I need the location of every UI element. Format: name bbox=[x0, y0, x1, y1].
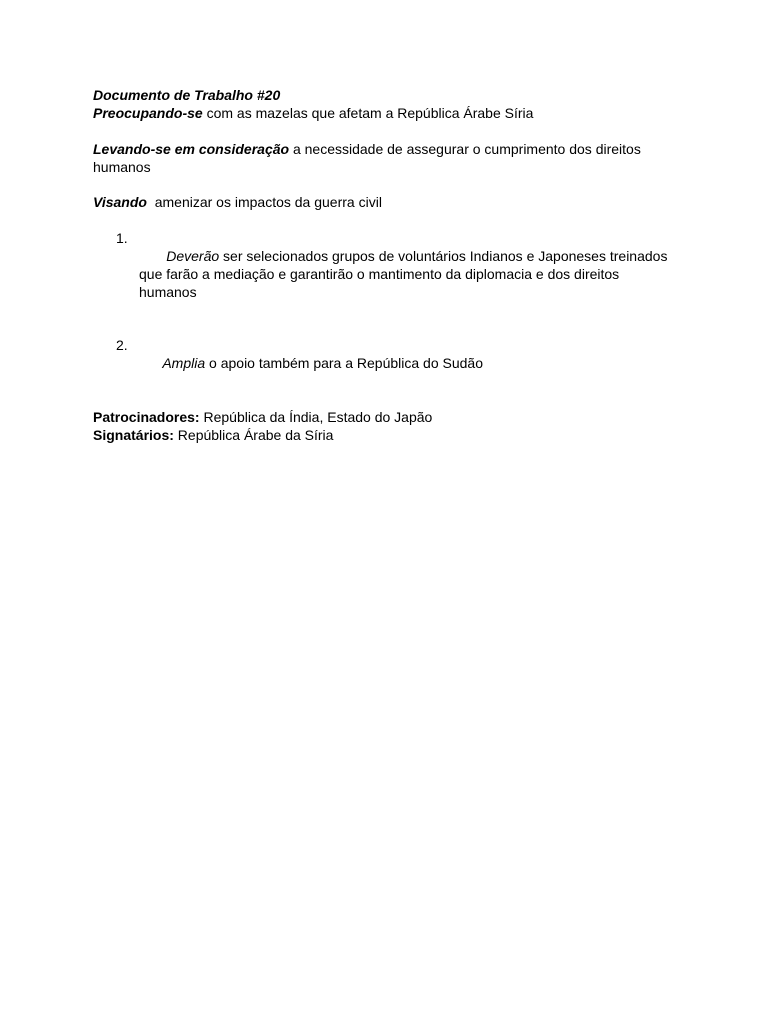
preamble-clause bbox=[93, 193, 673, 211]
sponsors-line bbox=[93, 408, 673, 426]
document-body bbox=[93, 86, 673, 444]
clause-text: amenizar os impactos da guerra civil bbox=[146, 194, 382, 210]
operative-keyword: Deverão bbox=[162, 247, 220, 264]
operative-text: o apoio também para a República do Sudão bbox=[205, 355, 483, 371]
signatories-label: Signatários: bbox=[93, 426, 174, 443]
clause-keyword: Levando-se em consideração bbox=[93, 140, 290, 157]
clause-text: com as mazelas que afetam a República Árabe Síria bbox=[202, 105, 534, 121]
clause-keyword: Preocupando-se bbox=[93, 105, 203, 121]
clause-text: a necessidade de assegurar o cumprimento dos direitos humanos bbox=[93, 140, 645, 175]
sponsors-label: Patrocinadores: bbox=[93, 408, 200, 425]
list-number: 2. bbox=[116, 337, 128, 353]
signatories-line bbox=[93, 426, 673, 444]
operative-clause bbox=[93, 336, 673, 390]
operative-clause bbox=[93, 229, 673, 319]
list-number: 1. bbox=[116, 229, 128, 246]
signatories-value: República Árabe da Síria bbox=[173, 426, 334, 443]
operative-text: ser selecionados grupos de voluntários Indianos e Japoneses treinados que farão a mediação e garantirão o mantimento da diplomacia e dos direitos humanos bbox=[139, 247, 672, 300]
operative-keyword: Amplia bbox=[162, 355, 206, 371]
preamble-clause bbox=[93, 140, 673, 176]
clause-keyword: Visando bbox=[93, 194, 147, 210]
sponsors-value: República da Índia, Estado do Japão bbox=[199, 408, 433, 425]
document-title: Documento de Trabalho #20 bbox=[93, 87, 281, 103]
preamble-clause bbox=[93, 104, 673, 122]
